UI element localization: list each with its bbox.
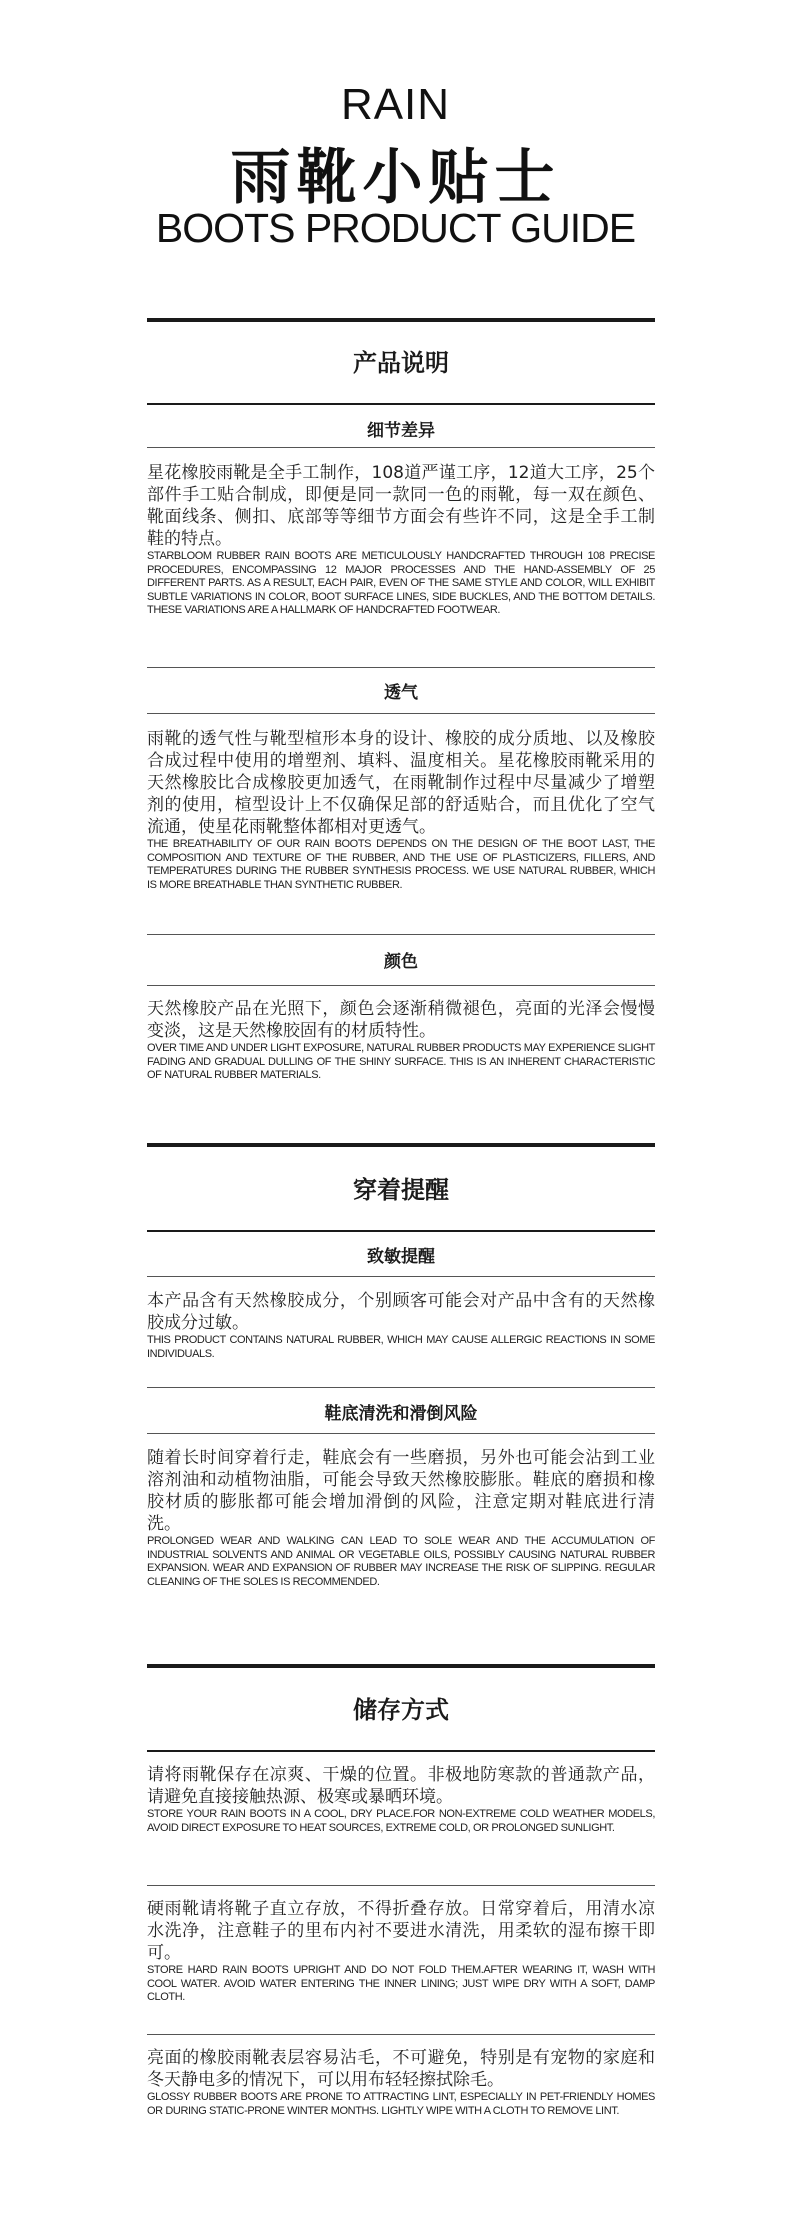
- divider: [147, 2034, 655, 2035]
- section-bottom-rule: [147, 403, 655, 405]
- subsection-title: 透气: [384, 683, 418, 703]
- text-en: PROLONGED WEAR AND WALKING CAN LEAD TO SOLE WEAR AND THE ACCUMULATION OF INDUSTRIAL SOLVENTS AND ANIMAL OR VEGETABLE OILS, POSSIBLY CAUSING NATURAL RUBBER EXPANSION. WEAR AND EXPANSION OF RUBBER MAY INCREASE THE RISK OF SLIPPING. REGULAR CLEANING OF THE SOLES IS RECOMMENDED.: [147, 1535, 655, 1588]
- content-block: [147, 2047, 655, 2118]
- content-block: [147, 1764, 655, 1835]
- divider: [147, 1433, 655, 1434]
- content-block: [147, 998, 655, 1083]
- text-cn: 天然橡胶产品在光照下，颜色会逐渐稍微褪色，亮面的光泽会慢慢变淡，这是天然橡胶固有的材质特性。: [147, 999, 655, 1041]
- text-cn: 星花橡胶雨靴是全手工制作，108道严谨工序，12道大工序，25个部件手工贴合制成，即便是同一款同一色的雨靴，每一双在颜色、靴面线条、侧扣、底部等等细节方面会有些许不同，这是全手工制鞋的特点。: [147, 463, 655, 549]
- divider: [147, 985, 655, 986]
- content-block: [147, 1898, 655, 2005]
- divider: [147, 667, 655, 668]
- text-en: THIS PRODUCT CONTAINS NATURAL RUBBER, WHICH MAY CAUSE ALLERGIC REACTIONS IN SOME INDIVIDUALS.: [147, 1334, 655, 1360]
- text-en: GLOSSY RUBBER BOOTS ARE PRONE TO ATTRACTING LINT, ESPECIALLY IN PET-FRIENDLY HOMES OR DURING STATIC-PRONE WINTER MONTHS. LIGHTLY WIPE WITH A CLOTH TO REMOVE LINT.: [147, 2091, 655, 2117]
- section-bottom-rule: [147, 1230, 655, 1232]
- content-block: [147, 462, 655, 618]
- divider: [147, 934, 655, 935]
- section-top-rule: [147, 1664, 655, 1668]
- text-en: STORE HARD RAIN BOOTS UPRIGHT AND DO NOT FOLD THEM.AFTER WEARING IT, WASH WITH COOL WATER. AVOID WATER ENTERING THE INNER LINING; JUST WIPE DRY WITH A SOFT, DAMP CLOTH.: [147, 1964, 655, 2003]
- text-en: STORE YOUR RAIN BOOTS IN A COOL, DRY PLACE.FOR NON-EXTREME COLD WEATHER MODELS, AVOID DIRECT EXPOSURE TO HEAT SOURCES, EXTREME COLD, OR PROLONGED SUNLIGHT.: [147, 1808, 655, 1834]
- divider: [147, 447, 655, 448]
- header-title-cn: 雨靴小贴士: [230, 143, 561, 213]
- subsection-title: 细节差异: [367, 421, 435, 441]
- text-cn: 请将雨靴保存在凉爽、干燥的位置。非极地防寒款的普通款产品，请避免直接接触热源、极寒或暴晒环境。: [147, 1765, 655, 1807]
- text-cn: 随着长时间穿着行走，鞋底会有一些磨损，另外也可能会沾到工业溶剂油和动植物油脂，可能会导致天然橡胶膨胀。鞋底的磨损和橡胶材质的膨胀都可能会增加滑倒的风险，注意定期对鞋底进行清洗。: [147, 1448, 655, 1534]
- divider: [147, 1885, 655, 1886]
- section-top-rule: [147, 318, 655, 322]
- divider: [147, 713, 655, 714]
- text-en: OVER TIME AND UNDER LIGHT EXPOSURE, NATURAL RUBBER PRODUCTS MAY EXPERIENCE SLIGHT FADING AND GRADUAL DULLING OF THE SHINY SURFACE. THIS IS AN INHERENT CHARACTERISTIC OF NATURAL RUBBER MATERIALS.: [147, 1042, 655, 1081]
- section-bottom-rule: [147, 1750, 655, 1752]
- content-block: [147, 1290, 655, 1361]
- header-rain: RAIN: [340, 80, 451, 129]
- section-title: 储存方式: [353, 1696, 449, 1724]
- content-block: [147, 728, 655, 892]
- subsection-title: 致敏提醒: [367, 1247, 435, 1267]
- text-cn: 本产品含有天然橡胶成分，个别顾客可能会对产品中含有的天然橡胶成分过敏。: [147, 1291, 655, 1333]
- text-cn: 亮面的橡胶雨靴表层容易沾毛，不可避免，特别是有宠物的家庭和冬天静电多的情况下，可以用布轻轻擦拭除毛。: [147, 2048, 655, 2090]
- subsection-title: 颜色: [384, 952, 418, 972]
- text-cn: 雨靴的透气性与靴型楦形本身的设计、橡胶的成分质地、以及橡胶合成过程中使用的增塑剂、填料、温度相关。星花橡胶雨靴采用的天然橡胶比合成橡胶更加透气，在雨靴制作过程中尽量减少了增塑剂的使用，楦型设计上不仅确保足部的舒适贴合，而且优化了空气流通，使星花雨靴整体都相对更透气。: [147, 729, 655, 837]
- text-en: THE BREATHABILITY OF OUR RAIN BOOTS DEPENDS ON THE DESIGN OF THE BOOT LAST, THE COMPOSITION AND TEXTURE OF THE RUBBER, AND THE USE OF PLASTICIZERS, FILLERS, AND TEMPERATURES DURING THE RUBBER SYNTHESIS PROCESS. WE USE NATURAL RUBBER, WHICH IS MORE BREATHABLE THAN SYNTHETIC RUBBER.: [147, 838, 655, 891]
- subsection-title: 鞋底清洗和滑倒风险: [324, 1404, 478, 1424]
- divider: [147, 1276, 655, 1277]
- section-title: 穿着提醒: [353, 1176, 449, 1204]
- text-en: STARBLOOM RUBBER RAIN BOOTS ARE METICULOUSLY HANDCRAFTED THROUGH 108 PRECISE PROCEDURES, ENCOMPASSING 12 MAJOR PROCESSES AND THE HAND-ASSEMBLY OF 25 DIFFERENT PARTS. AS A RESULT, EACH PAIR, EVEN OF THE SAME STYLE AND COLOR, WILL EXHIBIT SUBTLE VARIATIONS IN COLOR, BOOT SURFACE LINES, SIDE BUCKLES, AND THE BOTTOM DETAILS. THESE VARIATIONS ARE A HALLMARK OF HANDCRAFTED FOOTWEAR.: [147, 550, 655, 616]
- section-top-rule: [147, 1143, 655, 1147]
- divider: [147, 1387, 655, 1388]
- header-title-en: BOOTS PRODUCT GUIDE: [155, 205, 636, 251]
- content-block: [147, 1447, 655, 1589]
- section-title: 产品说明: [353, 349, 449, 377]
- text-cn: 硬雨靴请将靴子直立存放，不得折叠存放。日常穿着后，用清水凉水洗净，注意鞋子的里布内衬不要进水清洗，用柔软的湿布擦干即可。: [147, 1899, 655, 1963]
